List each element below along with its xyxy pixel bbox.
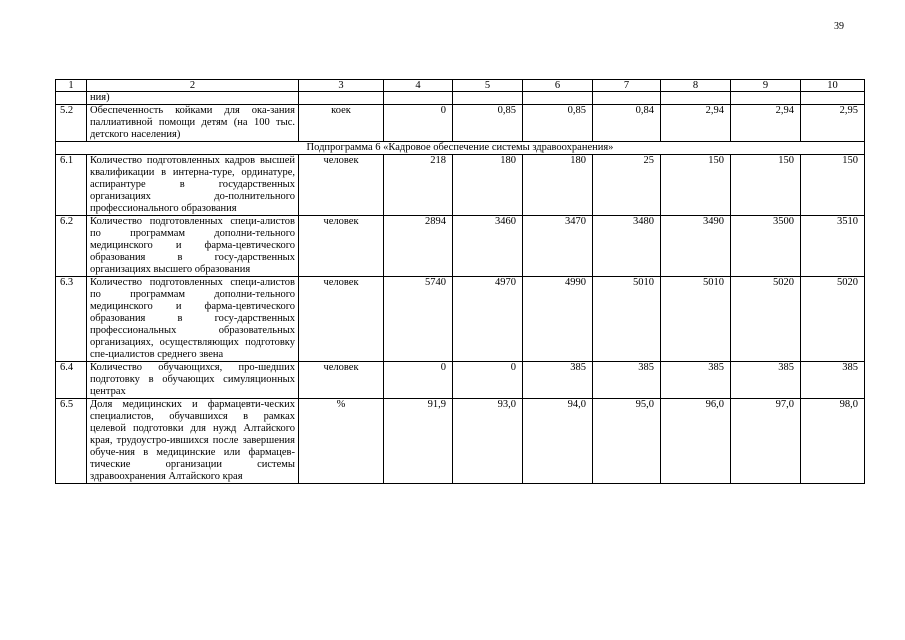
row-index: 6.4 — [56, 362, 87, 399]
row-index: 6.5 — [56, 399, 87, 484]
row-unit: человек — [299, 155, 384, 216]
row-value: 0 — [384, 362, 453, 399]
row-value: 91,9 — [384, 399, 453, 484]
table-row — [56, 277, 865, 362]
row-value: 180 — [523, 155, 593, 216]
row-value: 385 — [801, 362, 865, 399]
header-row — [56, 80, 865, 92]
row-value: 5020 — [801, 277, 865, 362]
row-value: 218 — [384, 155, 453, 216]
row-value: 5740 — [384, 277, 453, 362]
row-value: 0 — [453, 362, 523, 399]
row-value: 98,0 — [801, 399, 865, 484]
row-value: 3500 — [731, 216, 801, 277]
row-value: 0,85 — [523, 105, 593, 142]
row-value: 385 — [731, 362, 801, 399]
row-unit: % — [299, 399, 384, 484]
row-value: 4990 — [523, 277, 593, 362]
row-value: 0,84 — [593, 105, 661, 142]
row-value: 25 — [593, 155, 661, 216]
header-cell: 9 — [731, 80, 801, 92]
table-row — [56, 216, 865, 277]
row-value: 97,0 — [731, 399, 801, 484]
continuation-row — [56, 92, 865, 105]
row-index: 5.2 — [56, 105, 87, 142]
row-value: 385 — [523, 362, 593, 399]
row-description: Обеспеченность койками для ока-зания паллиативной помощи детям (на 100 тыс. детского населения) — [87, 105, 299, 142]
header-cell: 7 — [593, 80, 661, 92]
header-cell: 3 — [299, 80, 384, 92]
row-value: 94,0 — [523, 399, 593, 484]
indicators-table — [55, 79, 865, 484]
continuation-text: ния) — [87, 92, 299, 105]
row-value: 95,0 — [593, 399, 661, 484]
row-value: 3470 — [523, 216, 593, 277]
row-value: 385 — [593, 362, 661, 399]
page-number: 39 — [834, 21, 844, 32]
row-index: 6.2 — [56, 216, 87, 277]
row-value: 150 — [661, 155, 731, 216]
row-description: Количество подготовленных специ-алистов по программам дополни-тельного медицинского и фарма-цевтического образования в госу-дарственных организациях высшего образования — [87, 216, 299, 277]
table-row — [56, 362, 865, 399]
row-value: 3460 — [453, 216, 523, 277]
row-unit: коек — [299, 105, 384, 142]
section-title: Подпрограмма 6 «Кадровое обеспечение системы здравоохранения» — [56, 142, 865, 155]
row-unit: человек — [299, 362, 384, 399]
row-value: 2,95 — [801, 105, 865, 142]
row-unit: человек — [299, 277, 384, 362]
header-cell: 8 — [661, 80, 731, 92]
section-row — [56, 142, 865, 155]
row-value: 2,94 — [731, 105, 801, 142]
row-value: 5020 — [731, 277, 801, 362]
row-description: Количество подготовленных специ-алистов по программам дополни-тельного медицинского и фарма-цевтического образования в госу-дарственных профессиональных образовательных организациях, осуществляющих подготовку спе-циалистов среднего звена — [87, 277, 299, 362]
table-row — [56, 105, 865, 142]
row-unit: человек — [299, 216, 384, 277]
row-value: 180 — [453, 155, 523, 216]
row-value: 5010 — [593, 277, 661, 362]
row-description: Количество обучающихся, про-шедших подготовку в обучающих симуляционных центрах — [87, 362, 299, 399]
row-value: 3490 — [661, 216, 731, 277]
row-index: 6.3 — [56, 277, 87, 362]
row-value: 93,0 — [453, 399, 523, 484]
table-row — [56, 155, 865, 216]
header-cell: 5 — [453, 80, 523, 92]
row-value: 2,94 — [661, 105, 731, 142]
header-cell: 2 — [87, 80, 299, 92]
row-value: 3480 — [593, 216, 661, 277]
row-value: 5010 — [661, 277, 731, 362]
row-value: 2894 — [384, 216, 453, 277]
row-value: 0,85 — [453, 105, 523, 142]
table-row — [56, 399, 865, 484]
row-value: 150 — [731, 155, 801, 216]
row-description: Количество подготовленных кадров высшей квалификации в интерна-туре, ординатуре, аспирантуре в государственных организациях до-полнительного профессионального образования — [87, 155, 299, 216]
row-value: 385 — [661, 362, 731, 399]
row-description: Доля медицинских и фармацевти-ческих специалистов, обучавшихся в рамках целевой подготовки для нужд Алтайского края, трудоустро-ившихся после завершения обуче-ния в медицинские или фармацев-тические организации системы здравоохранения Алтайского края — [87, 399, 299, 484]
row-value: 0 — [384, 105, 453, 142]
row-value: 150 — [801, 155, 865, 216]
row-index: 6.1 — [56, 155, 87, 216]
header-cell: 10 — [801, 80, 865, 92]
header-cell: 4 — [384, 80, 453, 92]
header-cell: 1 — [56, 80, 87, 92]
header-cell: 6 — [523, 80, 593, 92]
row-value: 96,0 — [661, 399, 731, 484]
row-value: 3510 — [801, 216, 865, 277]
row-value: 4970 — [453, 277, 523, 362]
